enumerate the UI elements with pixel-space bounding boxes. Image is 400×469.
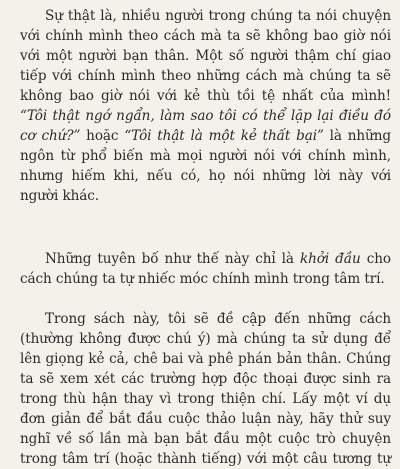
italic-text: “Tôi thật ngớ ngẩn, làm sao tôi có thể lặp lại điều đó <box>20 108 391 124</box>
text-line <box>20 349 391 369</box>
text-line <box>20 329 391 349</box>
text-segment: cho <box>360 251 391 267</box>
text-line <box>20 369 391 389</box>
text-line <box>45 309 391 329</box>
text-segment: nghĩ về số lần mà bạn bắt đầu một cuộc trò chuyện <box>20 431 391 447</box>
text-line <box>45 6 391 26</box>
text-line <box>20 106 391 126</box>
text-segment: cách chúng ta tự nhiếc móc chính mình trong tâm trí. <box>20 271 385 287</box>
text-segment: không bao giờ nói với kẻ thù tồi tệ nhất của mình! <box>20 88 391 104</box>
text-line <box>20 46 391 66</box>
text-line <box>20 66 391 86</box>
text-segment: trong tâm trí (hoặc thành tiếng) với một câu tương tự <box>20 451 391 467</box>
text-line <box>20 186 391 206</box>
text-line <box>20 409 391 429</box>
text-segment: (thường không được chú ý) mà chúng ta sử dụng để <box>20 331 391 347</box>
text-segment: lên giọng kẻ cả, chê bai và phê phán bản thân. Chúng <box>20 351 391 367</box>
text-segment: nhưng hiếm khi, nếu có, họ nói những lời này với <box>20 168 391 184</box>
text-segment: Những tuyên bố như thế này chỉ là <box>45 251 300 267</box>
text-line <box>20 26 391 46</box>
text-segment: ta sẽ xem xét các trường hợp độc thoại được sinh ra <box>20 371 391 387</box>
text-line <box>20 449 391 469</box>
text-line <box>20 146 391 166</box>
italic-text: “Tôi thật là một kẻ thất bại” <box>124 128 324 144</box>
text-line <box>20 429 391 449</box>
text-segment: với một người bạn thân. Một số người thậm chí giao <box>20 48 391 64</box>
text-segment: hoặc <box>80 128 125 144</box>
text-segment: Sự thật là, nhiều người trong chúng ta nói chuyện <box>45 8 391 24</box>
text-segment: ngôn từ phổ biến mà mọi người nói với chính mình, <box>20 148 391 164</box>
text-line <box>20 86 391 106</box>
text-line <box>45 249 391 269</box>
text-line <box>20 126 391 146</box>
text-line <box>20 269 391 289</box>
text-line <box>20 166 391 186</box>
italic-text: khởi đầu <box>300 251 361 267</box>
text-line <box>20 389 391 409</box>
text-segment: trong thù hận thay vì trong thiện chí. Lấy một ví dụ <box>20 391 391 407</box>
text-segment: người khác. <box>20 188 99 204</box>
text-segment: tiếp với chính mình theo những cách mà chúng ta sẽ <box>20 68 391 84</box>
text-segment: Trong sách này, tôi sẽ đề cập đến những cách <box>45 311 391 327</box>
italic-text: cơ chứ?” <box>20 128 81 144</box>
text-segment: là những <box>323 128 391 144</box>
text-segment: đơn giản để bắt đầu cuộc thảo luận này, hãy thử suy <box>20 411 391 427</box>
text-segment: với chính mình theo cách mà ta sẽ không bao giờ nói <box>20 28 391 44</box>
